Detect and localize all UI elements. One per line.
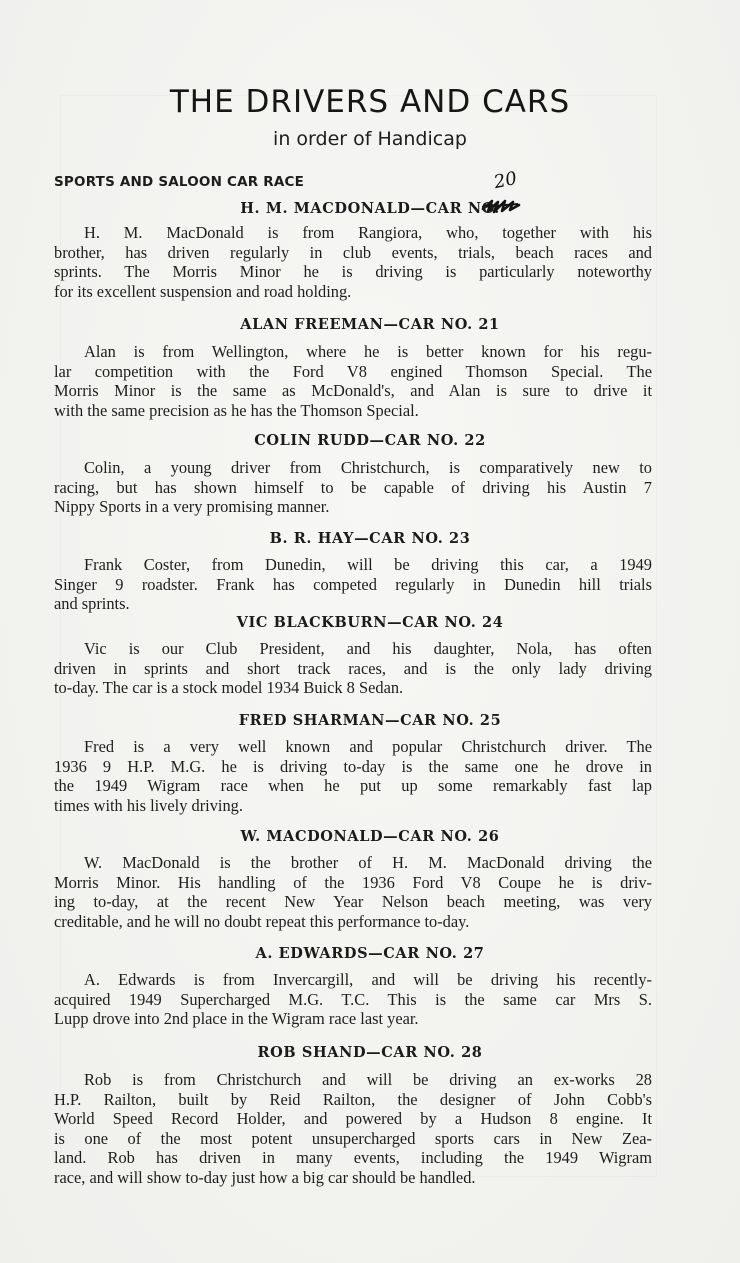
section-heading: SPORTS AND SALOON CAR RACE (54, 174, 305, 190)
entry-text-8 (54, 970, 652, 1029)
entry-text-4 (54, 555, 652, 614)
entry-5-line-1: Vic is our Club President, and his daughter, Nola, has often (84, 639, 652, 658)
entry-3-line-1: Colin, a young driver from Christchurch, is comparatively new to (84, 458, 652, 477)
entry-2-line-3: Morris Minor is the same as McDonald's, and Alan is sure to drive it (54, 381, 652, 401)
entry-2-line-4: with the same precision as he has the Thomson Special. (54, 400, 419, 420)
entry-text-1 (54, 223, 652, 301)
entry-9-line-1: Rob is from Christchurch and will be driving an ex-works 28 (84, 1070, 652, 1089)
entry-heading-1: H. M. MACDONALD—CAR NO. (240, 200, 500, 217)
entry-text-3 (54, 458, 652, 517)
entry-7-line-2: Morris Minor. His handling of the 1936 Ford V8 Coupe he is driv- (54, 872, 652, 892)
page-subtitle: in order of Handicap (273, 128, 467, 150)
entry-heading-3: COLIN RUDD—CAR NO. 22 (254, 432, 486, 449)
entry-heading-7: W. MACDONALD—CAR NO. 26 (240, 828, 500, 845)
entry-6-line-1: Fred is a very well known and popular Christchurch driver. The (84, 737, 652, 756)
entry-9-line-3: World Speed Record Holder, and powered by a Hudson 8 engine. It (54, 1109, 652, 1129)
entry-4-line-1: Frank Coster, from Dunedin, will be driving this car, a 1949 (84, 555, 652, 574)
entry-7-line-1: W. MacDonald is the brother of H. M. MacDonald driving the (84, 853, 652, 872)
entry-6-line-4: times with his lively driving. (54, 795, 243, 815)
entry-8-line-3: Lupp drove into 2nd place in the Wigram race last year. (54, 1009, 419, 1029)
entry-5-line-3: to-day. The car is a stock model 1934 Buick 8 Sedan. (54, 678, 404, 698)
entry-heading-5: VIC BLACKBURN—CAR NO. 24 (236, 614, 504, 631)
entry-1-line-3: sprints. The Morris Minor he is driving is particularly noteworthy (54, 262, 652, 282)
page-title: THE DRIVERS AND CARS (169, 84, 571, 120)
entry-4-line-3: and sprints. (54, 594, 130, 614)
entry-heading-9: ROB SHAND—CAR NO. 28 (257, 1044, 483, 1061)
entry-1-line-1: H. M. MacDonald is from Rangiora, who, together with his (84, 223, 652, 242)
entry-7-line-4: creditable, and he will no doubt repeat this performance to-day. (54, 911, 470, 931)
entry-5-line-2: driven in sprints and short track races, and is the only lady driving (54, 658, 652, 678)
entry-9-line-5: land. Rob has driven in many events, including the 1949 Wigram (54, 1148, 652, 1168)
entry-4-line-2: Singer 9 roadster. Frank has competed regularly in Dunedin hill trials (54, 574, 652, 594)
entry-text-9 (54, 1070, 652, 1188)
entry-heading-2: ALAN FREEMAN—CAR NO. 21 (240, 316, 500, 333)
entry-8-line-2: acquired 1949 Supercharged M.G. T.C. This is the same car Mrs S. (54, 989, 652, 1009)
entry-9-line-6: race, and will show to-day just how a big car should be handled. (54, 1167, 476, 1187)
entry-8-line-1: A. Edwards is from Invercargill, and will be driving his recently- (84, 970, 652, 989)
entry-text-6 (54, 737, 652, 815)
entry-heading-4: B. R. HAY—CAR NO. 23 (269, 530, 471, 547)
entry-1-line-4: for its excellent suspension and road holding. (54, 281, 352, 301)
entry-text-7 (54, 853, 652, 931)
entry-7-line-3: ing to-day, at the recent New Year Nelson beach meeting, was very (54, 892, 652, 912)
entry-9-line-4: is one of the most potent unsupercharged sports cars in New Zea- (54, 1128, 652, 1148)
entry-1-line-2: brother, has driven regularly in club events, trials, beach races and (54, 242, 652, 262)
handwritten-car-number: 20 (492, 167, 519, 194)
entry-9-line-2: H.P. Railton, built by Reid Railton, the designer of John Cobb's (54, 1089, 652, 1109)
entry-heading-6: FRED SHARMAN—CAR NO. 25 (238, 712, 502, 729)
entry-6-line-3: the 1949 Wigram race when he put up some remarkably fast lap (54, 776, 652, 796)
entry-6-line-2: 1936 9 H.P. M.G. he is driving to-day is the same one he drove in (54, 756, 652, 776)
entry-text-2 (54, 342, 652, 420)
entry-3-line-3: Nippy Sports in a very promising manner. (54, 497, 330, 517)
entry-2-line-2: lar competition with the Ford V8 engined Thomson Special. The (54, 361, 652, 381)
entry-3-line-2: racing, but has shown himself to be capable of driving his Austin 7 (54, 477, 652, 497)
entry-heading-8: A. EDWARDS—CAR NO. 27 (255, 945, 485, 962)
entry-text-5 (54, 639, 652, 698)
entry-2-line-1: Alan is from Wellington, where he is better known for his regu- (84, 342, 652, 361)
